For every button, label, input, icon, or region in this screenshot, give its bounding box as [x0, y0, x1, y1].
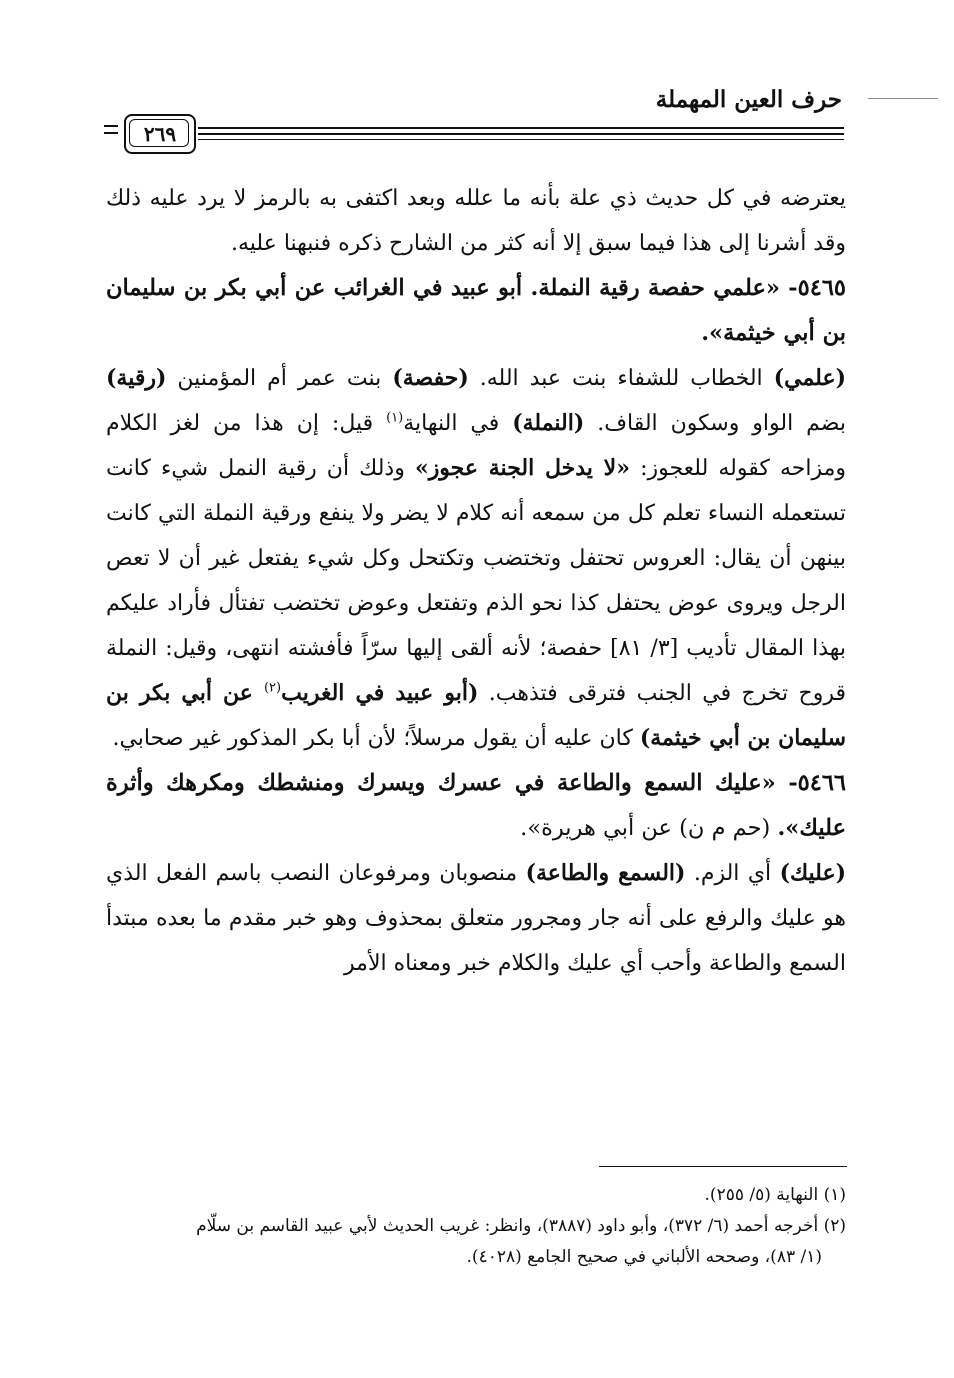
- term: (علمي): [773, 365, 846, 391]
- continuation-line: يعترضه في كل حديث ذي علة بأنه ما علله وبعد اكتفى به بالرمز لا يرد عليه: [149, 186, 846, 211]
- term: (رقية): [106, 365, 167, 391]
- commentary-text: أي الزم.: [685, 861, 780, 886]
- page-number: ٢٦٩: [143, 122, 177, 146]
- quoted-hadith: «لا يدخل الجنة عجوز»: [414, 455, 630, 481]
- footnote-1: (١) النهاية (٥/ ٢٥٥).: [704, 1185, 846, 1205]
- hadith-text: ٥٤٦٦- «عليك السمع والطاعة في عسرك ويسرك ومنشطك ومكرهك وأثرة عليك».: [106, 770, 846, 841]
- commentary-text: بنت عمر أم المؤمنين: [166, 366, 393, 391]
- main-text: [106, 176, 846, 986]
- term: (السمع والطاعة): [525, 860, 686, 886]
- footnote-ref[interactable]: (١): [386, 410, 404, 426]
- footnote-2: (٢) أخرجه أحمد (٦/ ٣٧٢)، وأبو داود (٣٨٨٧)، وانظر: غريب الحديث لأبي عبيد القاسم بن سلّام: [196, 1216, 846, 1236]
- hadith-citation: (حم م ن) عن أبي هريرة».: [520, 815, 778, 841]
- header-rule: [198, 127, 844, 129]
- term: عن أبي بكر بن سليمان بن أبي خيثمة): [106, 680, 846, 751]
- term: (عليك): [779, 860, 846, 886]
- page-number-connector: [104, 125, 118, 127]
- commentary-text: قيل: إن هذا من لغز الكلام ومزاحه كقوله للعجوز:: [106, 411, 846, 481]
- hadith-5465: ٥٤٦٥- «علمي حفصة رقية النملة. أبو عبيد في الغرائب عن أبي بكر بن سليمان بن أبي خيثمة».: [106, 275, 846, 346]
- commentary-5466: [106, 851, 846, 986]
- commentary-text: في النهاية: [403, 411, 513, 436]
- commentary-5465: [106, 356, 846, 761]
- commentary-text: وذلك أن رقية النمل شيء كانت تستعمله النساء تعلم كل من سمعه أنه كلام لا يضر ولا ينفع ورقية النملة التي كانت بينهن أن يقال: العروس تحتفل وتختضب وتكتحل وكل شيء يفتعل غير أن لا تعص الرجل ويروى عوض يحتفل كذا نحو الذم وتفتعل وعوض تختضب تفتأل فأراد عليكم بهذا المقال تأديب [٣/ ٨١] حفصة؛ لأنه ألقى إليها سرّاً فأفشته انتهى، وقيل: النملة قروح تخرج في الجنب فترقى فتذهب.: [106, 456, 847, 706]
- term: (أبو عبيد في الغريب: [281, 680, 479, 706]
- page-number-frame-inner: [129, 119, 189, 147]
- running-title: حرف العين المهملة: [655, 86, 842, 113]
- footnote-2-continued: (١/ ٨٣)، وصححه الألباني في صحيح الجامع (٤٠٢٨).: [466, 1247, 822, 1267]
- footnotes: [106, 1180, 846, 1273]
- term: (حفصة): [392, 365, 469, 391]
- hadith-5466: [106, 761, 846, 851]
- continuation-paragraph: [106, 176, 846, 266]
- corner-mark: [868, 98, 938, 99]
- footnote-separator: [599, 1166, 847, 1167]
- commentary-text: منصوبان ومرفوعان النصب باسم الفعل الذي هو عليك والرفع على أنه جار ومجرور متعلق بمحذوف وهو خبر مقدم ما بعده مبتدأ السمع والطاعة وأحب أي عليك والكلام خبر ومعناه الأمر: [106, 861, 846, 976]
- footnote-ref[interactable]: (٢): [263, 680, 282, 696]
- continuation-line: ذلك وقد أشرنا إلى هذا فيما سبق إلا أنه كثر من الشارح ذكره فنبهنا عليه.: [106, 186, 846, 256]
- page-number-connector: [104, 132, 118, 134]
- commentary-text: كان عليه أن يقول مرسلاً؛ لأن أبا بكر المذكور غير صحابي.: [112, 726, 640, 751]
- commentary-text: الخطاب للشفاء بنت عبد الله.: [468, 366, 774, 391]
- commentary-text: بضم الواو وسكون القاف.: [584, 411, 846, 436]
- term: (النملة): [512, 410, 585, 436]
- header-rule: [198, 139, 844, 140]
- header-rule: [198, 133, 844, 135]
